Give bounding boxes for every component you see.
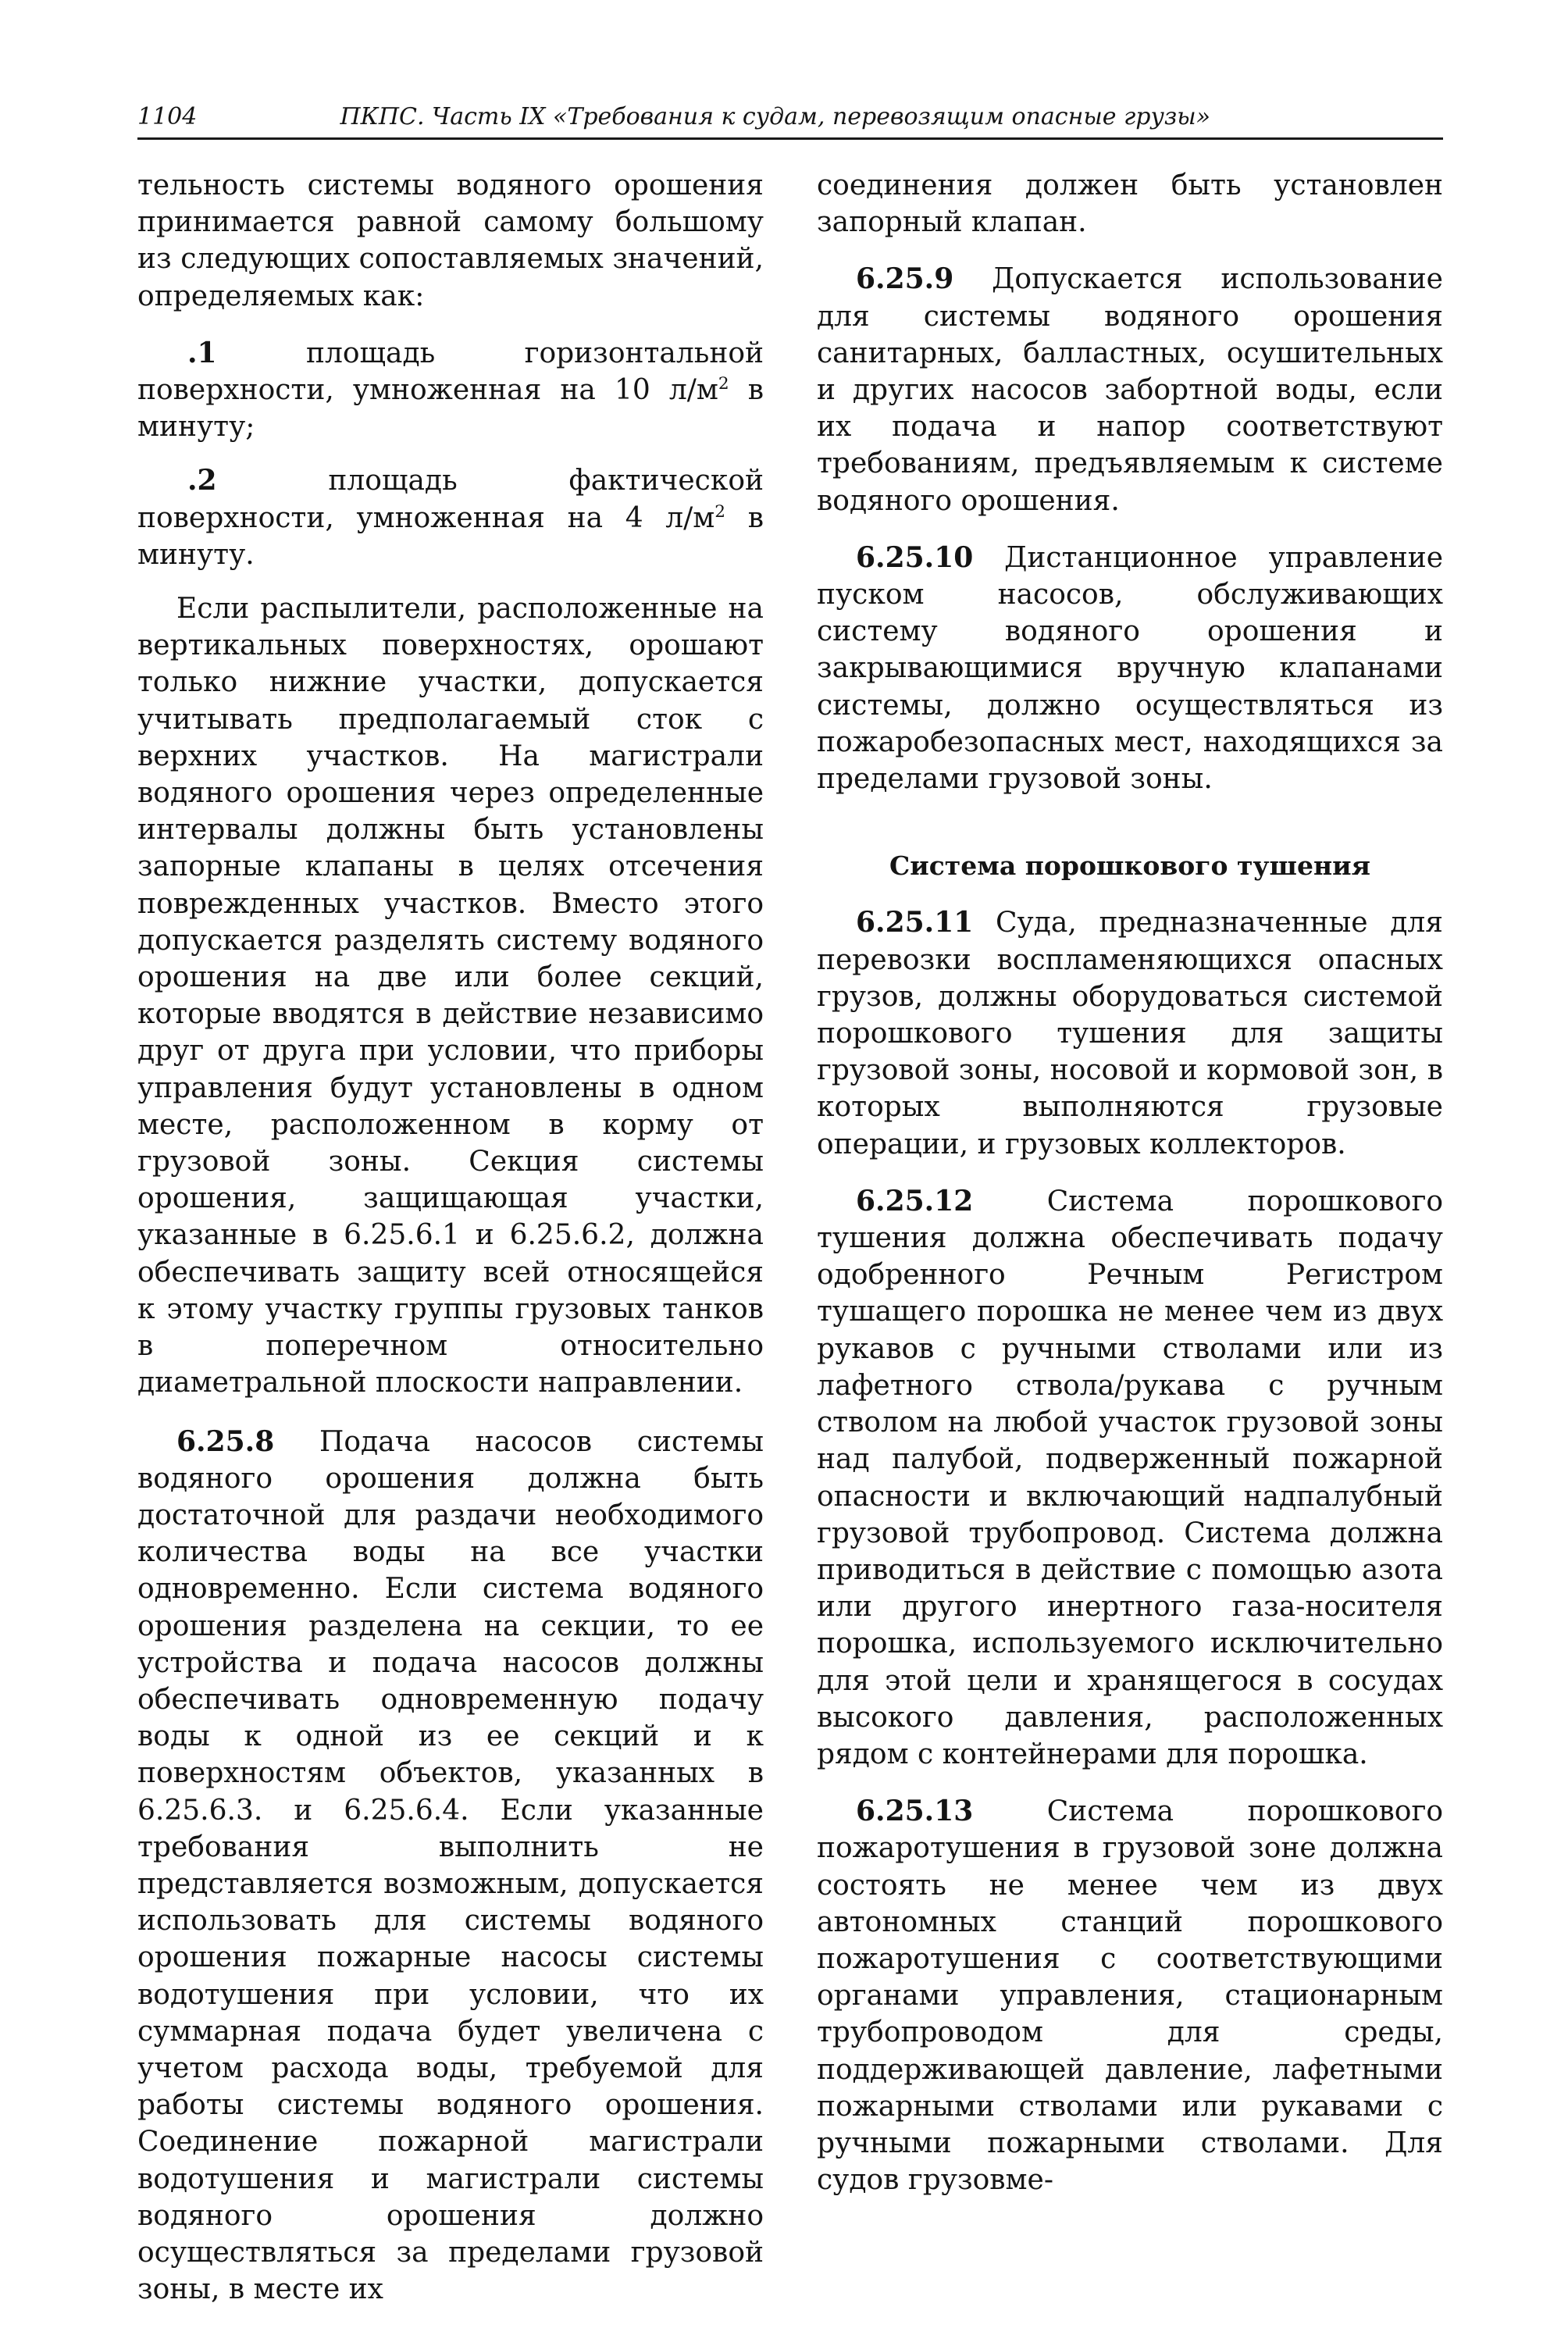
list-item-2-number: .2 [187,464,217,497]
list-item-1-number: .1 [187,336,217,369]
list-item-2 [137,462,764,573]
list-item-2-superscript: 2 [715,501,726,522]
right-column [817,167,1443,2219]
paragraph-intro: тельность системы водяного орошения принимается равной самому большому из следующих сопоставляемых значений, определяемых как: [137,169,764,312]
clause-number-6-25-8: 6.25.8 [176,1424,275,1458]
clause-number-6-25-9: 6.25.9 [856,262,954,296]
clause-number-6-25-13: 6.25.13 [856,1795,974,1828]
clause-number-6-25-11: 6.25.11 [856,906,974,939]
paragraph-6-25-9 [817,261,1443,519]
paragraph-6-25-11 [817,904,1443,1162]
list-item-1-suffix: в минуту; [137,374,764,444]
list-item-1 [137,335,764,446]
clause-text-6-25-11: Суда, предназначенные для перевозки воспламеняющихся опасных грузов, должны оборудоваться системой порошкового тушения для защиты грузовой зоны, носовой и кормовой зон, в которых выполняются грузовые операции, и грузовых коллекторов. [817,907,1443,1160]
section-heading: Система порошкового тушения [889,850,1371,882]
paragraph-6-25-8 [137,1424,764,2308]
list-item-2-text: площадь фактической поверхности, умноженная на 4 л/м [137,465,764,534]
paragraph-6-25-10 [817,540,1443,797]
list-item-1-superscript: 2 [718,374,729,394]
clause-text-6-25-10: Дистанционное управление пуском насосов, обслуживающих систему водяного орошения и закрывающимися вручную клапанами системы, должно осуществляться из пожаробезопасных мест, находящихся за пределами грузовой зоны. [817,541,1443,796]
paragraph-continuation: соединения должен быть установлен запорный клапан. [817,169,1443,239]
clause-text-6-25-8: Подача насосов системы водяного орошения должна быть достаточной для раздачи необходимого количества воды на все участки одновременно. Если система водяного орошения разделена на секции, то ее устройства и подача насосов должны обеспечивать одновременную подачу воды к одной из ее секций и к поверхностям объектов, указанных в 6.25.6.3. и 6.25.6.4. Если указанные требования выполнить не представляется возможным, допускается использовать для системы водяного орошения пожарные насосы системы водотушения при условии, что их суммарная подача будет увеличена с учетом расхода воды, требуемой для работы системы водяного орошения. Соединение пожарной магистрали водотушения и магистрали системы водяного орошения должно осуществляться за пределами грузовой зоны, в месте их [137,1425,764,2306]
clause-text-6-25-13: Система порошкового пожаротушения в грузовой зоне должна состоять не менее чем из двух автономных станций порошкового пожаротушения с соответствующими органами управления, стационарным трубопроводом для среды, поддерживающей давление, лафетными пожарными стволами или рукавами с ручными пожарными стволами. Для судов грузовме- [817,1795,1443,2197]
clause-number-6-25-10: 6.25.10 [856,540,974,574]
page-number: 1104 [137,103,198,130]
clause-text-6-25-9: Допускается использование для системы водяного орошения санитарных, балластных, осушительных и других насосов забортной воды, если их подача и напор соответствуют требованиям, предъявляемым к системе водяного орошения. [817,263,1443,517]
page-header [137,100,1443,140]
paragraph-6-25-13 [817,1793,1443,2198]
list-item-2-suffix: в минуту. [137,501,764,571]
clause-text-6-25-12: Система порошкового тушения должна обеспечивать подачу одобренного Речным Регистром тушащего порошка не менее чем из двух рукавов с ручными стволами или из лафетного ствола/рукава с ручным стволом на любой участок грузовой зоны над палубой, подверженный пожарной опасности и включающий надпалубный грузовой трубопровод. Система должна приводиться в действие с помощью азота или другого инертного газа-носителя порошка, используемого исключительно для этой цели и хранящегося в сосудах высокого давления, расположенных рядом с контейнерами для порошка. [817,1185,1443,1770]
paragraph-sprayers: Если распылители, расположенные на вертикальных поверхностях, орошают только нижние участки, допускается учитывать предполагаемый сток с верхних участков. На магистрали водяного орошения через определенные интервалы должны быть установлены запорные клапаны в целях отсечения поврежденных участков. Вместо этого допускается разделять систему водяного орошения на две или более секций, которые вводятся в действие независимо друг от друга при условии, что приборы управления будут установлены в одном месте, расположенном в корму от грузовой зоны. Секция системы орошения, защищающая участки, указанные в 6.25.6.1 и 6.25.6.2, должна обеспечивать защиту всей относящейся к этому участку группы грузовых танков в поперечном относительно диаметральной плоскости направлении. [137,593,764,1399]
list-item-1-text: площадь горизонтальной поверхности, умноженная на 10 л/м [137,337,764,407]
left-column [137,167,764,2328]
clause-number-6-25-12: 6.25.12 [856,1184,974,1217]
running-title: ПКПС. Часть IX «Требования к судам, перевозящим опасные грузы» [340,103,1210,130]
paragraph-6-25-12 [817,1183,1443,1773]
